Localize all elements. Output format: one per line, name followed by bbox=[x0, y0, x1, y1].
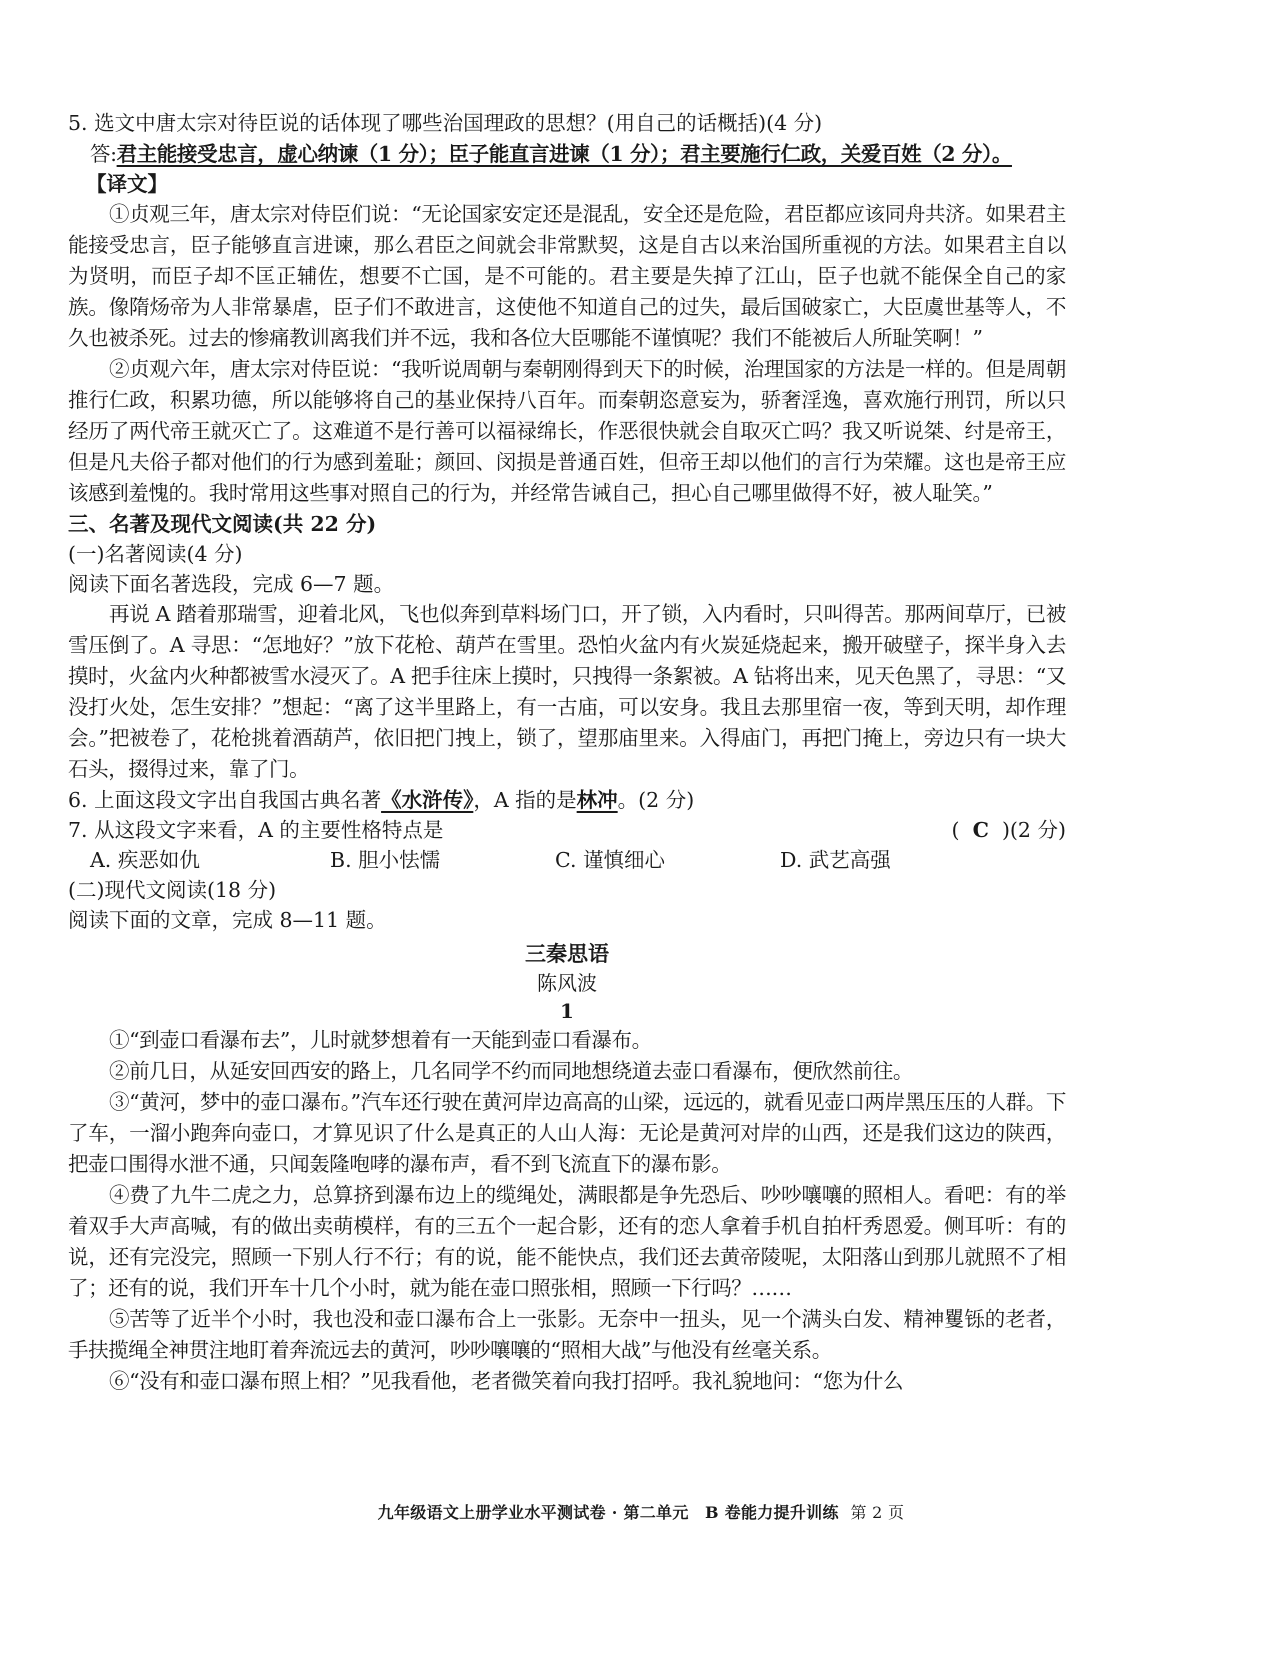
question-5: 5. 选文中唐太宗对待臣说的话体现了哪些治国理政的思想？(用自己的话概括)(4 分) bbox=[68, 111, 823, 135]
part-2-heading: (二)现代文阅读(18 分) bbox=[68, 878, 277, 902]
article-paragraph-2: ②前几日，从延安回西安的路上，几名同学不约而同地想绕道去壶口看瀑布，便欣然前往。 bbox=[109, 1059, 913, 1083]
q7-choices bbox=[68, 845, 1066, 875]
q7-answer-slot bbox=[952, 815, 1066, 845]
q6-book-answer: 《水浒传》 bbox=[381, 788, 474, 812]
choice-d: D. 武艺高强 bbox=[780, 848, 891, 872]
translation-paragraph-2: ②贞观六年，唐太宗对侍臣说：“我听说周朝与秦朝刚得到天下的时候，治理国家的方法是一样的。但是周朝推行仁政，积累功德，所以能够将自己的基业保持八百年。而秦朝恣意妄为，骄奢淫逸，喜欢施行刑罚，所以只经历了两代帝王就灭亡了。这难道不是行善可以福禄绵长，作恶很快就会自取灭亡吗？我又听说桀、纣是帝王，但是凡夫俗子都对他们的行为感到羞耻；颜回、闵损是普通百姓，但帝王却以他们的言行为荣耀。这也是帝王应该感到羞愧的。我时常用这些事对照自己的行为，并经常告诫自己，担心自己哪里做得不好，被人耻笑。” bbox=[68, 357, 1066, 505]
q7-paren-close: )(2 分) bbox=[1001, 818, 1066, 842]
novel-excerpt: 再说 A 踏着那瑞雪，迎着北风，飞也似奔到草料场门口，开了锁，入内看时，只叫得苦。那两间草厅，已被雪压倒了。A 寻思：“怎地好？”放下花枪、葫芦在雪里。恐怕火盆内有火炭延烧起来，搬开破壁子，探半身入去摸时，火盆内火种都被雪水浸灭了。A 把手往床上摸时，只拽得一条絮被。A 钻将出来，见天色黑了，寻思：“又没打火处，怎生安排？”想起：“离了这半里路上，有一古庙，可以安身。我且去那里宿一夜，等到天明，却作理会。”把被卷了，花枪挑着酒葫芦，依旧把门拽上，锁了，望那庙里来。入得庙门，再把门掩上，旁边只有一块大石头，掇得过来，靠了门。 bbox=[68, 602, 1066, 781]
q7-answer: C bbox=[972, 818, 989, 842]
q6-suffix: 。(2 分) bbox=[617, 788, 695, 812]
translation-label: 【译文】 bbox=[86, 172, 168, 196]
article-author: 陈风波 bbox=[537, 971, 597, 995]
article-paragraph-6: ⑥“没有和壶口瀑布照上相？”见我看他，老者微笑着向我打招呼。我礼貌地问：“您为什么 bbox=[109, 1369, 904, 1393]
part-1-instruction: 阅读下面名著选段，完成 6—7 题。 bbox=[68, 572, 395, 596]
footer-text: 九年级语文上册学业水平测试卷 · 第二单元 B 卷能力提升训练 bbox=[377, 1503, 839, 1522]
q6-prefix: 6. 上面这段文字出自我国古典名著 bbox=[68, 788, 382, 812]
page-footer bbox=[0, 1500, 1282, 1523]
choice-c: C. 谨慎细心 bbox=[555, 848, 665, 872]
choice-b: B. 胆小怯懦 bbox=[330, 848, 441, 872]
q6-name-answer: 林冲 bbox=[576, 788, 618, 812]
part-1-heading: (一)名著阅读(4 分) bbox=[68, 542, 243, 566]
q7-paren-open: ( bbox=[951, 818, 960, 842]
article-section-number: 1 bbox=[560, 999, 574, 1023]
answer-5-text: 君主能接受忠言，虚心纳谏（1 分）；臣子能直言进谏（1 分）；君主要施行仁政，关爱百姓（2 分）。 bbox=[116, 142, 1012, 166]
answer-5-block bbox=[90, 139, 1066, 169]
section-3-heading: 三、名著及现代文阅读(共 22 分) bbox=[68, 512, 377, 536]
choice-a: A. 疾恶如仇 bbox=[90, 848, 200, 872]
footer-page-number: 第 2 页 bbox=[850, 1503, 905, 1522]
answer-label: 答: bbox=[90, 142, 117, 166]
article-paragraph-5: ⑤苦等了近半个小时，我也没和壶口瀑布合上一张影。无奈中一扭头，见一个满头白发、精神矍铄的老者，手扶揽绳全神贯注地盯着奔流远去的黄河，吵吵嚷嚷的“照相大战”与他没有丝毫关系。 bbox=[68, 1307, 1066, 1362]
page-content bbox=[68, 108, 1066, 1397]
article-title: 三秦思语 bbox=[525, 941, 609, 966]
part-2-instruction: 阅读下面的文章，完成 8—11 题。 bbox=[68, 908, 387, 932]
q7-question: 7. 从这段文字来看，A 的主要性格特点是 bbox=[68, 818, 444, 842]
article-paragraph-3: ③“黄河，梦中的壶口瀑布。”汽车还行驶在黄河岸边高高的山梁，远远的，就看见壶口两岸黑压压的人群。下了车，一溜小跑奔向壶口，才算见识了什么是真正的人山人海：无论是黄河对岸的山西，还是我们这边的陕西，把壶口围得水泄不通，只闻轰隆咆哮的瀑布声，看不到飞流直下的瀑布影。 bbox=[68, 1090, 1066, 1176]
article-paragraph-1: ①“到壶口看瀑布去”，儿时就梦想着有一天能到壶口看瀑布。 bbox=[109, 1028, 652, 1052]
question-7 bbox=[68, 815, 1066, 845]
translation-paragraph-1: ①贞观三年，唐太宗对侍臣们说：“无论国家安定还是混乱，安全还是危险，君臣都应该同舟共济。如果君主能接受忠言，臣子能够直言进谏，那么君臣之间就会非常默契，这是自古以来治国所重视的方法。如果君主自以为贤明，而臣子却不匡正辅佐，想要不亡国，是不可能的。君主要是失掉了江山，臣子也就不能保全自己的家族。像隋炀帝为人非常暴虐，臣子们不敢进言，这使他不知道自己的过失，最后国破家亡，大臣虞世基等人，不久也被杀死。过去的惨痛教训离我们并不远，我和各位大臣哪能不谨慎呢？我们不能被后人所耻笑啊！” bbox=[68, 202, 1066, 350]
article-paragraph-4: ④费了九牛二虎之力，总算挤到瀑布边上的缆绳处，满眼都是争先恐后、吵吵嚷嚷的照相人。看吧：有的举着双手大声高喊，有的做出卖萌模样，有的三五个一起合影，还有的恋人拿着手机自拍杆秀恩爱。侧耳听：有的说，还有完没完，照顾一下别人行不行；有的说，能不能快点，我们还去黄帝陵呢，太阳落山到那儿就照不了相了；还有的说，我们开车十几个小时，就为能在壶口照张相，照顾一下行吗？…… bbox=[68, 1183, 1066, 1300]
question-6 bbox=[68, 785, 1066, 815]
q6-middle: ，A 指的是 bbox=[473, 788, 577, 812]
